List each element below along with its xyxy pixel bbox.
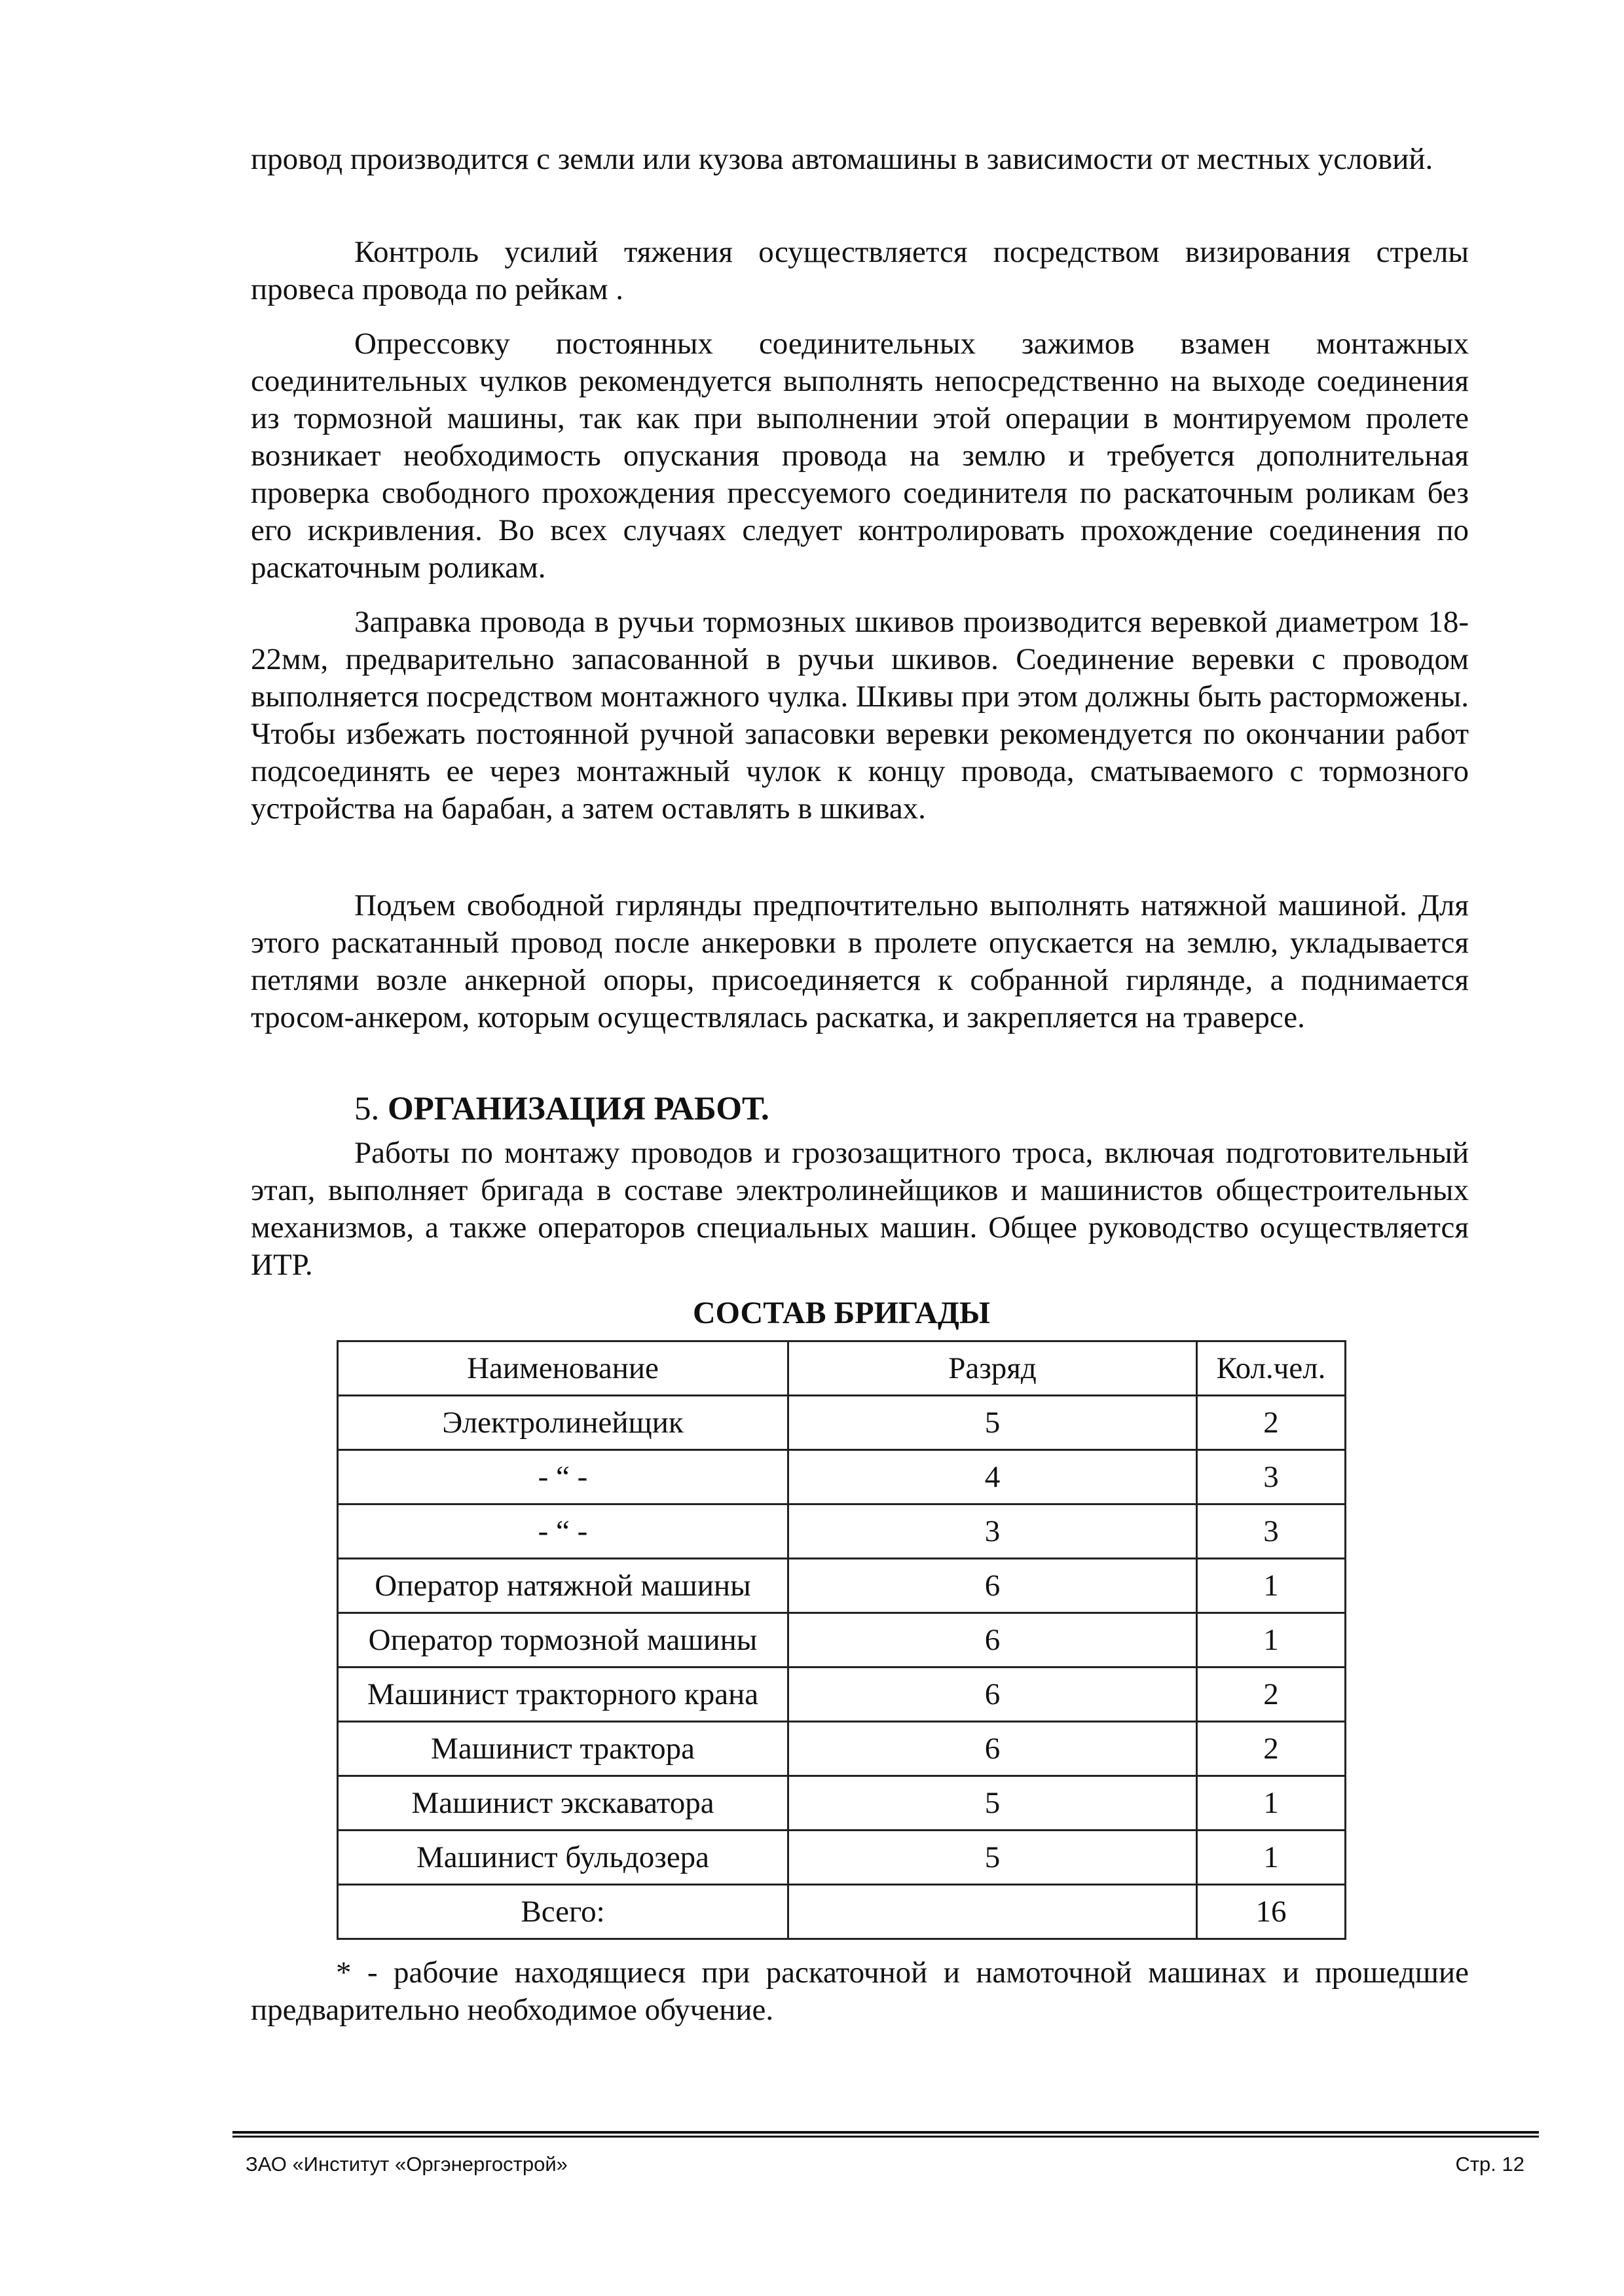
table-row: [338, 1831, 1346, 1885]
cell-count: 1: [1197, 1559, 1346, 1613]
cell-name: - “ -: [338, 1450, 788, 1504]
cell-name: Оператор тормозной машины: [338, 1613, 788, 1667]
cell-name: Всего:: [338, 1885, 788, 1939]
cell-grade: 6: [788, 1667, 1197, 1722]
cell-name: Машинист бульдозера: [338, 1831, 788, 1885]
cell-count: 2: [1197, 1722, 1346, 1776]
cell-name: Оператор натяжной машины: [338, 1559, 788, 1613]
table-header-row: [338, 1341, 1346, 1396]
cell-grade: 6: [788, 1559, 1197, 1613]
footnote: * - рабочие находящиеся при раскаточной и намоточной машинах и прошедшие предварительно необходимое обучение.: [251, 1956, 1469, 2027]
table-row: [338, 1613, 1346, 1667]
section-number: 5.: [354, 1091, 380, 1127]
cell-count: 1: [1197, 1831, 1346, 1885]
footer-divider: [232, 2131, 1539, 2134]
table-row: [338, 1559, 1346, 1613]
footer-divider-2: [232, 2136, 1539, 2138]
cell-name: Машинист трактора: [338, 1722, 788, 1776]
cell-count: 3: [1197, 1504, 1346, 1559]
paragraph-continuation: провод производится с земли или кузова автомашины в зависимости от местных условий.: [251, 142, 1433, 176]
table-title: СОСТАВ БРИГАДЫ: [692, 1296, 991, 1330]
section-heading: [354, 1090, 769, 1128]
header-grade: Разряд: [788, 1341, 1197, 1396]
cell-count: 2: [1197, 1396, 1346, 1450]
cell-count: 2: [1197, 1667, 1346, 1722]
cell-grade: 4: [788, 1450, 1197, 1504]
table-row: [338, 1667, 1346, 1722]
cell-count: 16: [1197, 1885, 1346, 1939]
table-row: [338, 1504, 1346, 1559]
table-row: [338, 1885, 1346, 1939]
table-row: [338, 1722, 1346, 1776]
table-row: [338, 1450, 1346, 1504]
header-count: Кол.чел.: [1197, 1341, 1346, 1396]
cell-grade: 5: [788, 1831, 1197, 1885]
table-row: [338, 1776, 1346, 1831]
cell-name: Машинист тракторного крана: [338, 1667, 788, 1722]
paragraph-threading: Заправка провода в ручьи тормозных шкивов производится веревкой диаметром 18-22мм, предварительно запасованной в ручьи шкивов. Соединение веревки с проводом выполняется посредством монтажного чулка. Шкивы при этом должны быть расторможены. Чтобы избежать постоянной ручной запасовки веревки рекомендуется по окончании работ подсоединять ее через монтажный чулок к концу провода, сматываемого с тормозного устройства на барабан, а затем оставлять в шкивах.: [251, 605, 1469, 826]
cell-grade: 6: [788, 1613, 1197, 1667]
section-paragraph: Работы по монтажу проводов и грозозащитного троса, включая подготовительный этап, выполняет бригада в составе электролинейщиков и машинистов общестроительных механизмов, а также операторов специальных машин. Общее руководство осуществляется ИТР.: [251, 1136, 1469, 1282]
paragraph-pressing: Опрессовку постоянных соединительных зажимов взамен монтажных соединительных чулков рекомендуется выполнять непосредственно на выходе соединения из тормозной машины, так как при выполнении этой операции в монтируемом пролете возникает необходимость опускания провода на землю и требуется дополнительная проверка свободного прохождения прессуемого соединителя по раскаточным роликам без его искривления. Во всех случаях следует контролировать прохождение соединения по раскаточным роликам.: [251, 327, 1469, 585]
table-row: [338, 1396, 1346, 1450]
cell-name: Машинист экскаватора: [338, 1776, 788, 1831]
cell-grade: 5: [788, 1776, 1197, 1831]
header-name: Наименование: [338, 1341, 788, 1396]
page-number: Стр. 12: [1455, 2153, 1524, 2176]
cell-grade: 3: [788, 1504, 1197, 1559]
cell-name: - “ -: [338, 1504, 788, 1559]
cell-count: 1: [1197, 1613, 1346, 1667]
cell-count: 3: [1197, 1450, 1346, 1504]
cell-grade: [788, 1885, 1197, 1939]
footer-org: ЗАО «Институт «Оргэнергострой»: [246, 2153, 568, 2176]
cell-grade: 6: [788, 1722, 1197, 1776]
section-title: ОРГАНИЗАЦИЯ РАБОТ.: [388, 1091, 769, 1127]
paragraph-tension-control: Контроль усилий тяжения осуществляется посредством визирования стрелы провеса провода по рейкам .: [251, 235, 1469, 306]
paragraph-lifting: Подъем свободной гирлянды предпочтительно выполнять натяжной машиной. Для этого раскатанный провод после анкеровки в пролете опускается на землю, укладывается петлями возле анкерной опоры, присоединяется к собранной гирлянде, а поднимается тросом-анкером, которым осуществлялась раскатка, и закрепляется на траверсе.: [251, 888, 1469, 1034]
cell-count: 1: [1197, 1776, 1346, 1831]
cell-grade: 5: [788, 1396, 1197, 1450]
crew-table: [337, 1340, 1346, 1940]
cell-name: Электролинейщик: [338, 1396, 788, 1450]
